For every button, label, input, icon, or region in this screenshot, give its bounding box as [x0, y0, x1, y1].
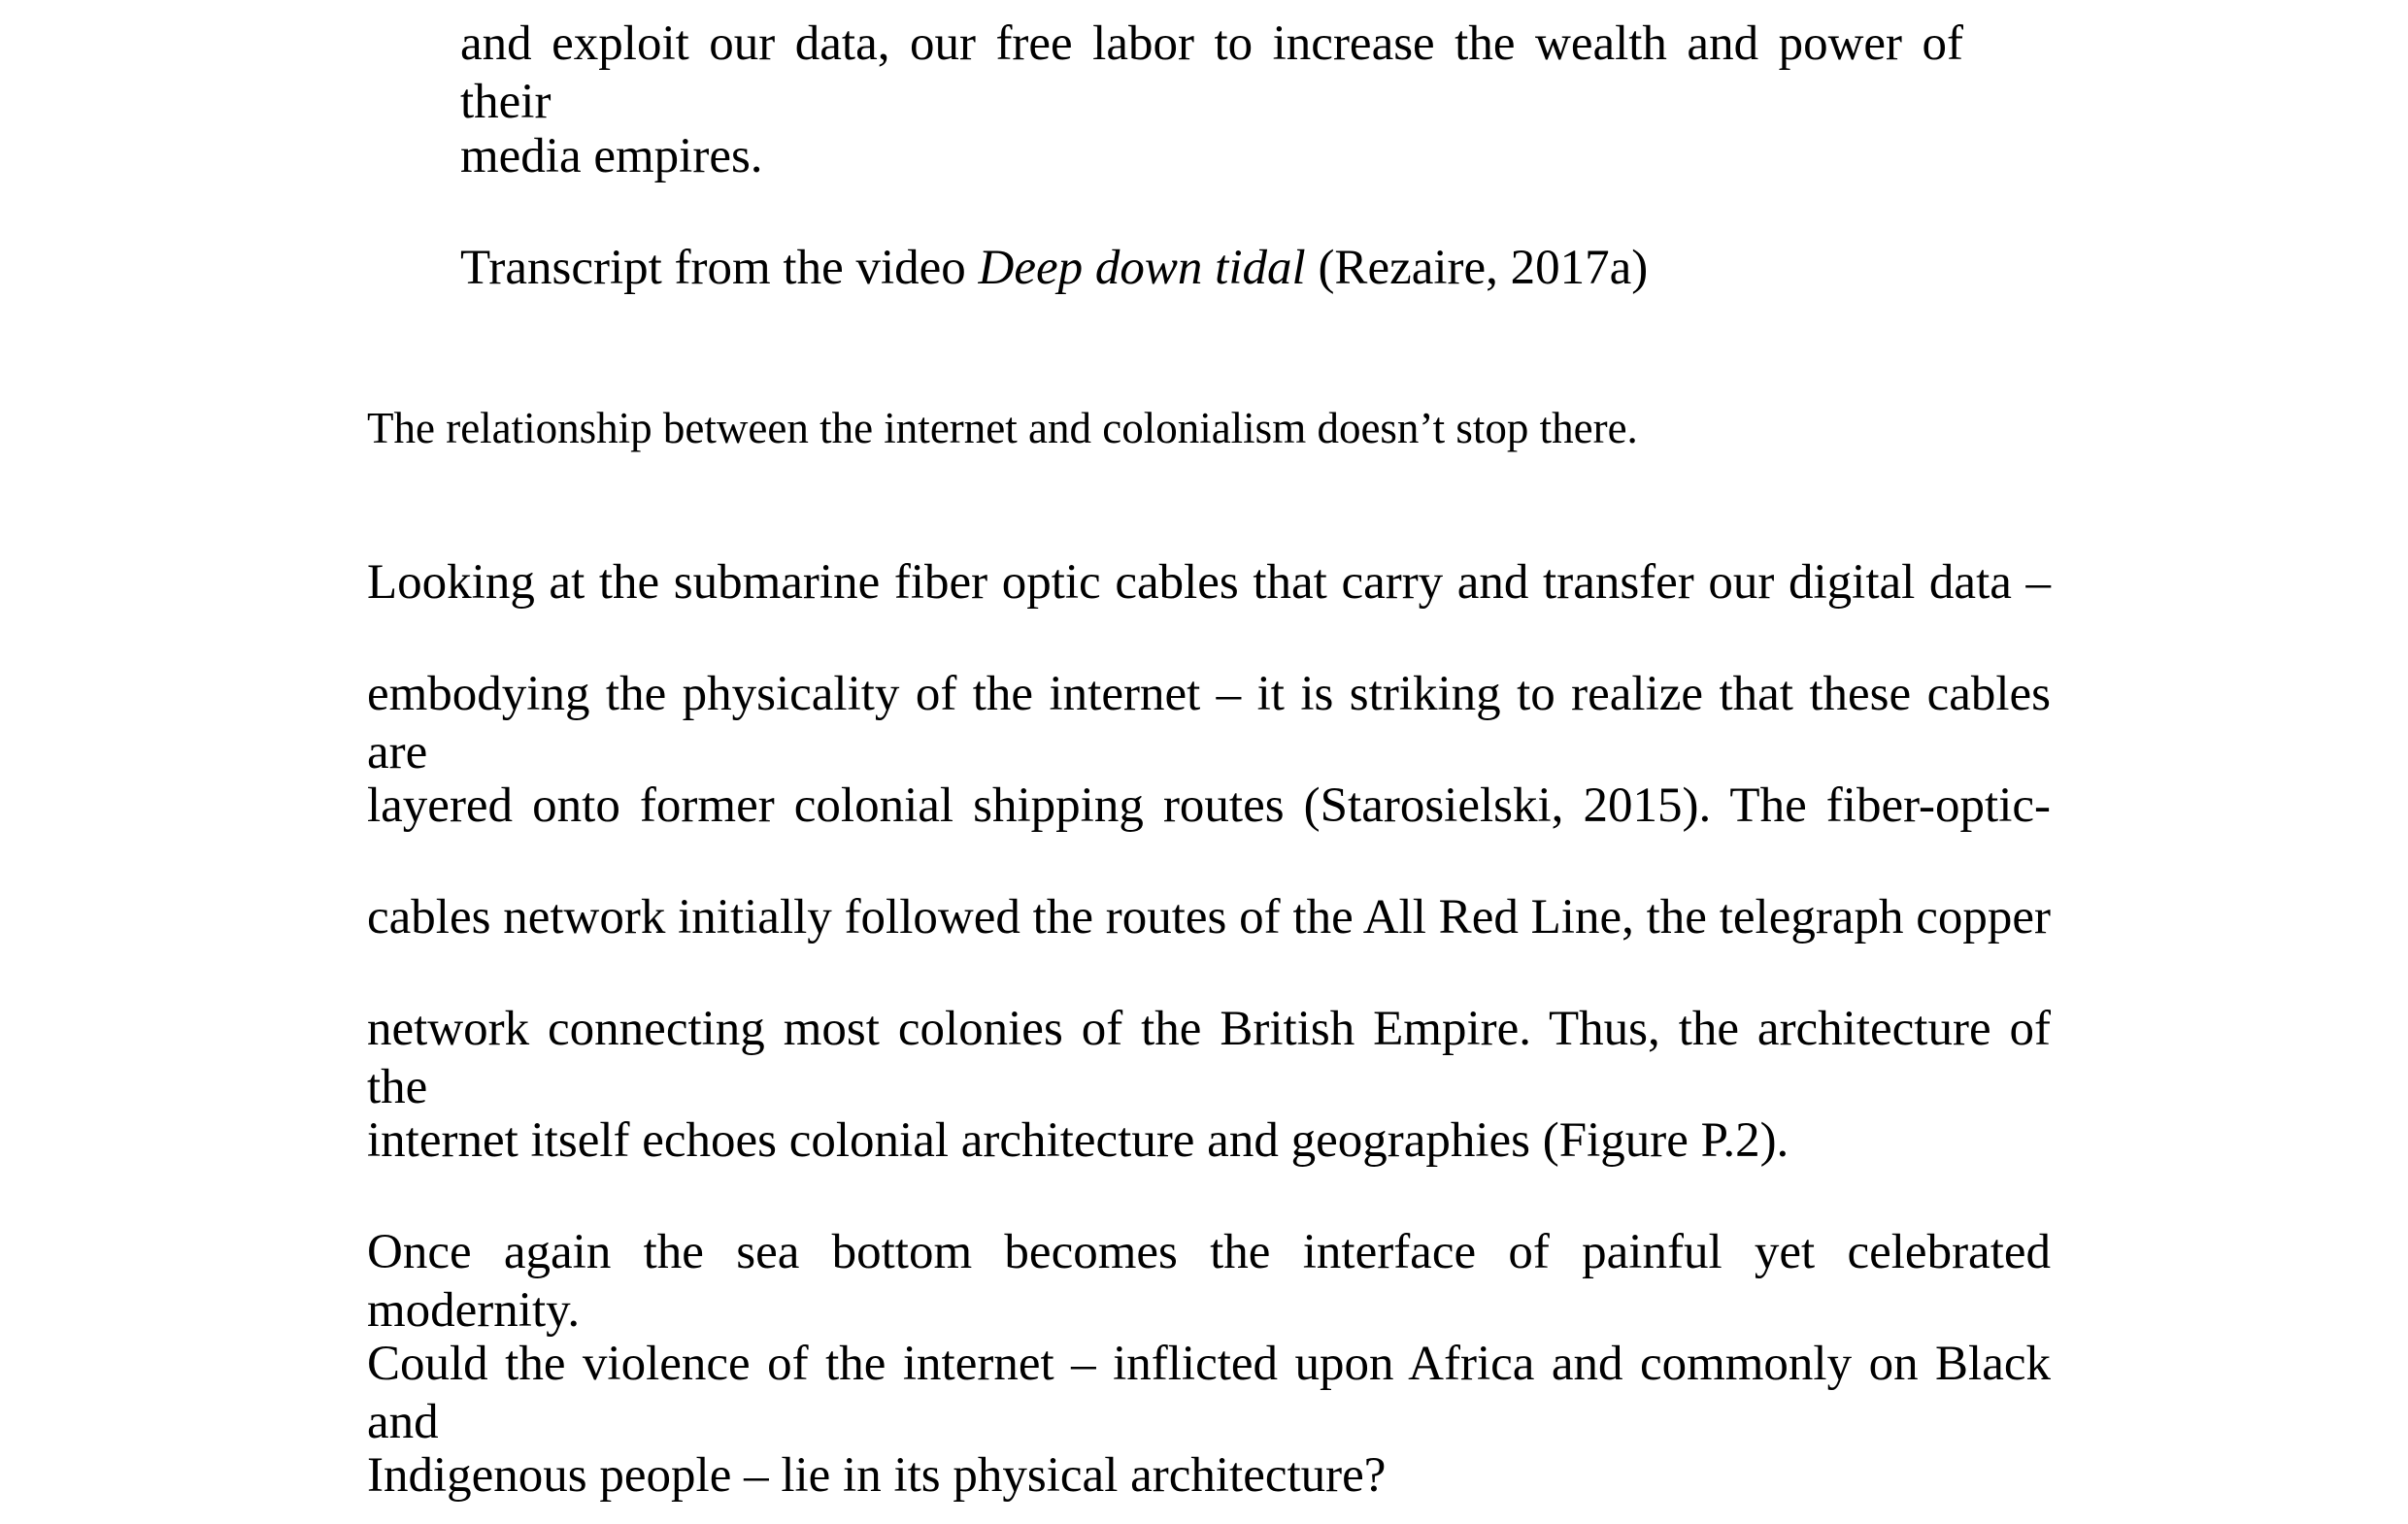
- video-title: Deep down tidal: [978, 241, 1306, 295]
- paragraph-1-line-1: Looking at the submarine fiber optic cables that carry and transfer our digital data –: [367, 555, 2051, 610]
- block-quote-line-1: and exploit our data, our free labor to increase the wealth and power of their: [460, 17, 1963, 129]
- paragraph-2-line-1: Once again the sea bottom becomes the interface of painful yet celebrated modernity.: [367, 1225, 2051, 1338]
- paragraph-1-line-2: embodying the physicality of the internet – it is striking to realize that these cables are: [367, 667, 2051, 779]
- attribution-prefix: Transcript from the video: [460, 241, 979, 295]
- paragraph-1-line-3: layered onto former colonial shipping routes (Starosielski, 2015). The fiber-optic-: [367, 779, 2051, 833]
- paragraph-1-line-5: network connecting most colonies of the British Empire. Thus, the architecture of the: [367, 1002, 2051, 1114]
- paragraph-2-line-2: Could the violence of the internet – inflicted upon Africa and commonly on Black and: [367, 1337, 2051, 1449]
- transition-sentence: The relationship between the internet and colonialism doesn’t stop there.: [367, 404, 1638, 452]
- attribution-citation: (Rezaire, 2017a): [1305, 241, 1649, 295]
- paragraph-2-line-3: Indigenous people – lie in its physical architecture?: [367, 1448, 1387, 1503]
- block-quote-line-2: media empires.: [460, 129, 763, 183]
- quote-attribution: [460, 239, 1648, 297]
- paragraph-1-line-4: cables network initially followed the routes of the All Red Line, the telegraph copper: [367, 890, 2051, 944]
- paragraph-1-line-6: internet itself echoes colonial architecture and geographies (Figure P.2).: [367, 1113, 1789, 1168]
